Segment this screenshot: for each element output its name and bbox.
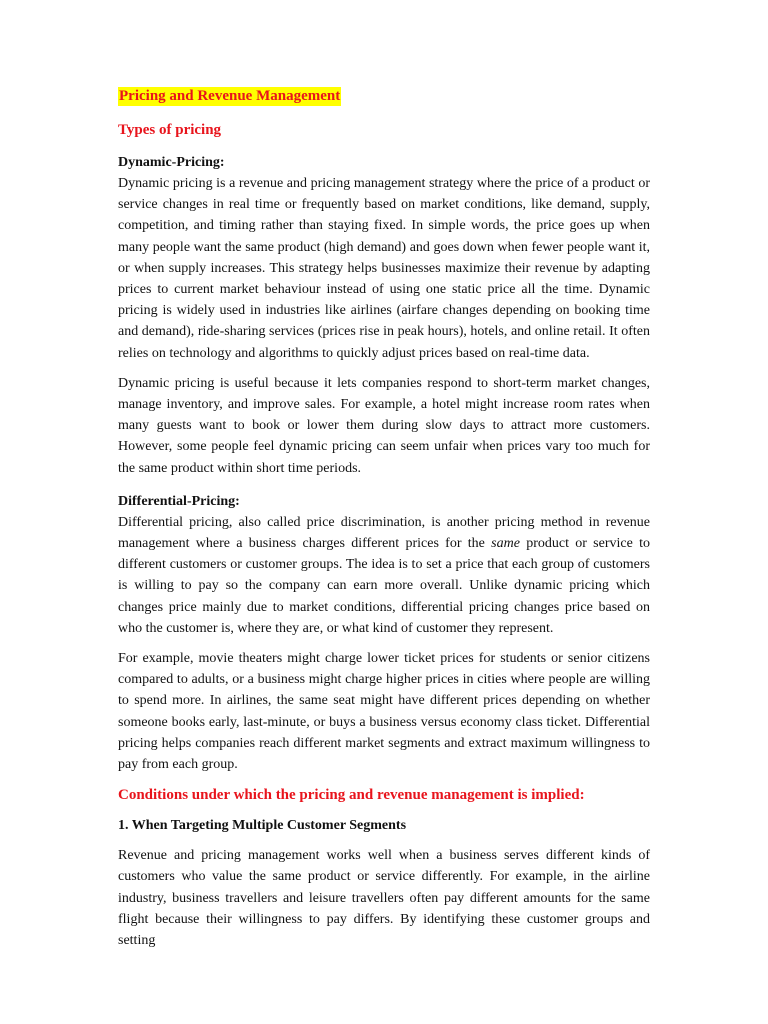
dynamic-pricing-paragraph-1: Dynamic pricing is a revenue and pricing management strategy where the price of a product or service changes in real time or frequently based on market conditions, like demand, supply, competition, and timing rather than staying fixed. In simple words, the price goes up when many people want the same product (high demand) and goes down when fewer people want it, or when supply increases. This strategy helps businesses maximize their revenue by adapting prices to current market behaviour instead of using one static price all the time. Dynamic pricing is widely used in industries like airlines (airfare changes depending on booking time and demand), ride-sharing services (prices rise in peak hours), hotels, and online retail. It often relies on technology and algorithms to quickly adjust prices based on real-time data.	[118, 176, 650, 361]
differential-pricing-heading: Differential-Pricing:	[118, 493, 240, 509]
differential-text-before: Differential pricing, also called price discrimination, is another pricing method in revenue management where a business charges different prices for the	[118, 514, 650, 552]
dynamic-pricing-heading: Dynamic-Pricing:	[118, 155, 225, 170]
differential-pricing-paragraph-2: For example, movie theaters might charge lower ticket prices for students or senior citizens compared to adults, or a business might charge higher prices in cities where people are willing to spend more. In airlines, the same seat might have different prices depending on whether someone books early, last-minute, or buys a business versus economy class ticket. Differential pricing helps companies reach different market segments and extract maximum willingness to pay from each group.	[118, 651, 650, 773]
document-title: Pricing and Revenue Management	[119, 88, 341, 104]
multiple-segments-paragraph: Revenue and pricing management works well when a business serves different kinds of customers who value the same product or service differently. For example, in the airline industry, business travellers and leisure travellers often pay different amounts for the same flight because their willingness to pay differs. By identifying these customer groups and setting	[118, 848, 650, 949]
types-of-pricing-heading: Types of pricing	[118, 122, 222, 138]
document-page	[118, 86, 650, 951]
multiple-segments-heading: 1. When Targeting Multiple Customer Segments	[118, 818, 407, 834]
title-line	[118, 86, 650, 106]
conditions-heading: Conditions under which the pricing and revenue management is implied:	[118, 787, 585, 804]
differential-pricing-paragraph-1	[118, 512, 650, 639]
differential-text-after: product or service to different customers or customer groups. The idea is to set a price that each group of customers is willing to pay so the company can earn more overall. Unlike dynamic pricing which changes price mainly due to market conditions, differential pricing changes price based on who the customer is, where they are, or what kind of customer they represent.	[118, 536, 650, 636]
dynamic-pricing-paragraph-2: Dynamic pricing is useful because it lets companies respond to short-term market changes, manage inventory, and improve sales. For example, a hotel might increase room rates when many guests want to book or lower them during slow days to attract more customers. However, some people feel dynamic pricing can seem unfair when prices vary too much for the same product within short time periods.	[118, 375, 650, 476]
differential-italic-word: same	[491, 536, 520, 552]
